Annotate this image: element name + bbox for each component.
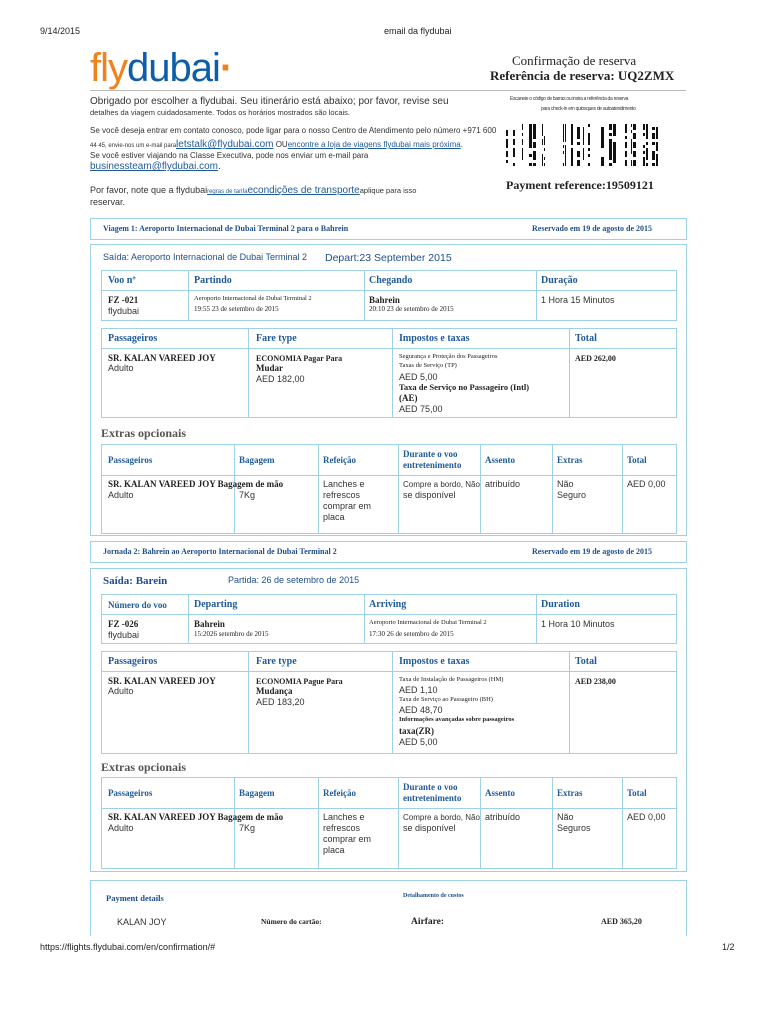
flight-number: FZ -026 <box>108 619 139 629</box>
ex-extras-1: Não <box>557 479 574 489</box>
th-ex-entertainment: entretenimento <box>403 460 462 470</box>
col-divider <box>188 595 189 643</box>
trip2-flight-table <box>101 594 677 644</box>
th-fare-type: Fare type <box>256 333 297 344</box>
passenger-name: SR. KALAN VAREED JOY <box>108 353 216 363</box>
col-divider <box>248 652 249 753</box>
logo-dubai: dubai <box>127 46 220 90</box>
barcode-note-1: Escaneie o código de barras ou insira a referência da reserva <box>510 96 629 102</box>
ex-seat: atribuído <box>485 812 521 822</box>
col-divider <box>622 778 623 868</box>
col-divider <box>536 271 537 320</box>
ex-passenger-name-text: SR. KALAN VAREED JOY <box>108 479 216 489</box>
fare-rules-link[interactable]: regras de tarifa <box>207 189 248 195</box>
arrival-time: 17:30 26 de setembro de 2015 <box>369 630 454 638</box>
trip1-flight-table <box>101 270 677 321</box>
ex-meal-2: refrescos <box>323 823 361 833</box>
airline-name: flydubai <box>108 306 140 316</box>
row-divider <box>102 671 676 672</box>
note-line-1-end: aplique para isso <box>359 186 417 195</box>
letstalk-email-link[interactable]: letstalk@flydubai.com <box>176 139 274 150</box>
th-ex-total: Total <box>627 455 647 465</box>
col-divider <box>398 778 399 868</box>
header-divider <box>90 90 686 91</box>
trip2-title: Jornada 2: Bahrein ao Aeroporto Internacional de Dubai Terminal 2 <box>103 547 337 556</box>
col-divider <box>398 445 399 533</box>
tax-2-sub: (AE) <box>399 393 418 403</box>
page-title: Confirmação de reserva <box>512 53 637 68</box>
flight-number: FZ -021 <box>108 295 139 305</box>
trip2-passenger-table <box>101 651 677 754</box>
booking-reference-label: Referência de reserva: <box>490 68 615 83</box>
th-ex-seat: Assento <box>485 455 516 465</box>
arrival-airport: Aeroporto Internacional de Dubai Terminal 2 <box>369 619 487 626</box>
th-ex-meal: Refeição <box>323 788 356 798</box>
passenger-type: Adulto <box>108 686 134 696</box>
trip1-depart-date: Depart:23 September 2015 <box>325 252 452 264</box>
th-total: Total <box>575 333 597 344</box>
ex-meal-2: refrescos <box>323 490 361 500</box>
th-duration: Duration <box>541 599 580 610</box>
ex-meal-3: comprar em <box>323 501 372 511</box>
flydubai-logo <box>90 46 232 90</box>
ex-seat: atribuído <box>485 479 521 489</box>
col-divider <box>569 329 570 417</box>
ex-entertainment-2: se disponível <box>403 823 456 833</box>
departure-time: 19:55 23 de setembro de 2015 <box>194 305 279 313</box>
payment-reference-value: 19509121 <box>605 178 654 192</box>
trip1-departure-from: Saída: Aeroporto Internacional de Dubai Terminal 2 <box>103 252 307 262</box>
th-arriving: Chegando <box>369 275 413 286</box>
th-ex-passengers: Passageiros <box>108 788 153 798</box>
ex-entertainment-2: se disponível <box>403 490 456 500</box>
th-ex-baggage: Bagagem <box>239 455 275 465</box>
trip1-passenger-table <box>101 328 677 418</box>
print-page-number: 1/2 <box>722 942 735 952</box>
tax-1-label: Taxa de Instalação de Passageiros (HM) <box>399 676 504 683</box>
ex-total: AED 0,00 <box>627 812 666 822</box>
th-taxes: Impostos e taxas <box>399 333 470 344</box>
ex-passenger-name <box>108 479 283 490</box>
col-divider <box>569 652 570 753</box>
contact-line-2-text: 44 45, envie-nos um e-mail para <box>90 143 177 149</box>
note-line-1-text: Por favor, note que a flydubai <box>90 185 208 195</box>
tax-2-value: AED 48,70 <box>399 705 443 715</box>
tax-3-value: AED 5,00 <box>399 737 438 747</box>
ex-passenger-name <box>108 812 283 823</box>
row-divider <box>102 290 676 291</box>
row-divider <box>102 348 676 349</box>
ex-extras-2: Seguro <box>557 490 587 500</box>
th-ex-extras: Extras <box>557 455 583 465</box>
tax-1-label: Segurança e Proteção dos Passageiros <box>399 353 498 360</box>
fare-type-2: Mudança <box>256 686 293 696</box>
th-taxes: Impostos e taxas <box>399 656 470 667</box>
fare-amount: AED 183,20 <box>256 697 305 707</box>
passenger-type: Adulto <box>108 363 134 373</box>
payment-reference-label: Payment reference: <box>506 178 606 192</box>
th-departing: Departing <box>194 599 238 610</box>
col-divider <box>552 778 553 868</box>
th-ex-seat: Assento <box>485 788 516 798</box>
trip1-extras-title: Extras opcionais <box>101 426 187 440</box>
col-divider <box>248 329 249 417</box>
logo-dot: · <box>219 46 233 90</box>
arrival-airport: Bahrein <box>369 295 400 305</box>
airfare-value: AED 365,20 <box>601 917 642 926</box>
th-ex-total: Total <box>627 788 647 798</box>
ex-total: AED 0,00 <box>627 479 666 489</box>
col-divider <box>318 778 319 868</box>
flight-duration: 1 Hora 15 Minutos <box>541 295 615 305</box>
cost-breakdown-title: Detalhamento de custos <box>403 893 464 899</box>
ex-baggage-weight: 7Kg <box>239 823 256 833</box>
trip1-extras-table <box>101 444 677 534</box>
th-ex-inflight: Durante o voo <box>403 782 458 792</box>
tax-2-label: Taxa de Serviço ao Passageiro (BH) <box>399 696 493 703</box>
airline-name: flydubai <box>108 630 140 640</box>
trip1-reserved: Reservado em 19 de agosto de 2015 <box>532 224 652 233</box>
ex-meal-1: Lanches e <box>323 812 365 822</box>
col-divider <box>536 595 537 643</box>
th-departing: Partindo <box>194 275 232 286</box>
intro-line-2: detalhes da viagem cuidadosamente. Todos os horários mostrados são locais. <box>90 108 351 117</box>
fare-type-2: Mudar <box>256 363 283 373</box>
trip2-reserved: Reservado em 19 de agosto de 2015 <box>532 547 652 556</box>
ex-baggage-weight: 7Kg <box>239 490 256 500</box>
th-flight-no: Número do voo <box>108 600 167 610</box>
fare-amount: AED 182,00 <box>256 374 305 384</box>
tax-1-sub: Taxas de Serviço (TP) <box>399 362 457 369</box>
col-divider <box>318 445 319 533</box>
contact-line-1: Se você deseja entrar em contato conosco, pode ligar para o nosso Centro de Atendimento pelo número +971 600 <box>90 126 497 135</box>
trip2-title-bar <box>90 541 687 563</box>
col-divider <box>392 652 393 753</box>
trip1-panel <box>90 244 687 536</box>
col-divider <box>188 271 189 320</box>
ex-entertainment-1: Compre a bordo, Não <box>403 813 480 822</box>
tax-3-sub: taxa(ZR) <box>399 726 434 736</box>
passenger-name: SR. KALAN VAREED JOY <box>108 676 216 686</box>
trip2-panel <box>90 568 687 872</box>
contact-ou: OU <box>273 140 288 149</box>
departure-airport: Aeroporto Internacional de Dubai Terminal 2 <box>194 295 312 302</box>
contact-line-4-end: . <box>218 161 221 172</box>
payment-reference <box>506 178 654 193</box>
booking-reference <box>490 68 674 84</box>
intro-line-1: Obrigado por escolher a flydubai. Seu itinerário está abaixo; por favor, revise seu <box>90 96 449 107</box>
flight-duration: 1 Hora 10 Minutos <box>541 619 615 629</box>
note-line-1 <box>90 185 416 196</box>
th-fare-type: Fare type <box>256 656 297 667</box>
payment-details-title: Payment details <box>106 893 164 903</box>
conditions-link[interactable]: econdições de transporte <box>247 185 360 196</box>
th-flight-no: Voo nº <box>108 275 136 286</box>
tax-3-label: Informações avançadas sobre passageiros <box>399 716 515 723</box>
ex-passenger-type: Adulto <box>108 490 134 500</box>
note-line-2: reservar. <box>90 197 126 207</box>
th-ex-entertainment: entretenimento <box>403 793 462 803</box>
th-duration: Duração <box>541 275 578 286</box>
th-total: Total <box>575 656 597 667</box>
col-divider <box>364 271 365 320</box>
payment-panel <box>90 880 687 936</box>
ex-meal-1: Lanches e <box>323 479 365 489</box>
card-number-label: Número do cartão: <box>261 917 322 926</box>
cardholder-name: KALAN JOY <box>117 917 167 927</box>
print-url: https://flights.flydubai.com/en/confirmation/# <box>40 942 216 952</box>
ex-passenger-name-text: SR. KALAN VAREED JOY <box>108 812 216 822</box>
logo-fly: fly <box>90 46 127 90</box>
airfare-label: Airfare: <box>411 917 445 927</box>
barcode-image <box>506 124 660 166</box>
contact-line-2 <box>90 139 463 150</box>
ex-meal-4: placa <box>323 512 345 522</box>
th-ex-passengers: Passageiros <box>108 455 153 465</box>
trip1-title-bar <box>90 218 687 240</box>
ex-baggage: Bagagem de mão <box>217 812 284 822</box>
passenger-total: AED 238,00 <box>575 677 616 686</box>
th-ex-extras: Extras <box>557 788 583 798</box>
print-page-title: email da flydubai <box>384 26 452 36</box>
row-divider <box>102 475 676 476</box>
contact-line-2-end: . <box>460 140 463 149</box>
booking-reference-value: UQ2ZMX <box>617 68 675 83</box>
businessteam-email-link[interactable]: businessteam@flydubai.com <box>90 161 218 172</box>
tax-1-value: AED 1,10 <box>399 685 438 695</box>
tax-2-label: Taxa de Serviço no Passageiro (Intl) <box>399 382 530 392</box>
col-divider <box>480 445 481 533</box>
th-ex-inflight: Durante o voo <box>403 449 458 459</box>
ex-entertainment-1: Compre a bordo, Não <box>403 480 480 489</box>
th-arriving: Arriving <box>369 599 407 610</box>
passenger-total: AED 262,00 <box>575 354 616 363</box>
trip2-departure-from: Saída: Barein <box>103 575 168 587</box>
fare-type: ECONOMIA Pague Para <box>256 677 343 686</box>
row-divider <box>102 808 676 809</box>
ex-extras-2: Seguros <box>557 823 591 833</box>
barcode-note-2: para check-in em quiosques de autoatendimento <box>541 106 636 112</box>
ex-meal-4: placa <box>323 845 345 855</box>
col-divider <box>392 329 393 417</box>
arrival-time: 20:10 23 de setembro de 2015 <box>369 305 454 313</box>
travel-shop-link[interactable]: encontre a loja de viagens flydubai mais próxima <box>287 140 461 149</box>
ex-meal-3: comprar em <box>323 834 372 844</box>
col-divider <box>552 445 553 533</box>
trip1-title: Viagem 1: Aeroporto Internacional de Dubai Terminal 2 para o Bahrein <box>103 224 349 233</box>
ex-passenger-type: Adulto <box>108 823 134 833</box>
departure-airport: Bahrein <box>194 619 225 629</box>
contact-line-3: Se você estiver viajando na Classe Executiva, pode nos enviar um e-mail para <box>90 151 369 160</box>
ex-baggage: Bagagem de mão <box>217 479 284 489</box>
contact-line-4 <box>90 161 221 172</box>
row-divider <box>102 614 676 615</box>
print-date: 9/14/2015 <box>40 26 81 36</box>
trip2-extras-title: Extras opcionais <box>101 760 187 774</box>
tax-1-value: AED 5,00 <box>399 372 438 382</box>
departure-time: 15:2026 setembro de 2015 <box>194 630 269 638</box>
col-divider <box>234 778 235 868</box>
th-passengers: Passageiros <box>108 656 158 667</box>
ex-extras-1: Não <box>557 812 574 822</box>
th-ex-meal: Refeição <box>323 455 356 465</box>
col-divider <box>622 445 623 533</box>
trip2-depart-date: Partida: 26 de setembro de 2015 <box>228 575 360 585</box>
trip2-extras-table <box>101 777 677 869</box>
th-ex-baggage: Bagagem <box>239 788 275 798</box>
th-passengers: Passageiros <box>108 333 158 344</box>
col-divider <box>480 778 481 868</box>
fare-type: ECONOMIA Pagar Para <box>256 354 343 363</box>
tax-2-value: AED 75,00 <box>399 404 443 414</box>
col-divider <box>364 595 365 643</box>
